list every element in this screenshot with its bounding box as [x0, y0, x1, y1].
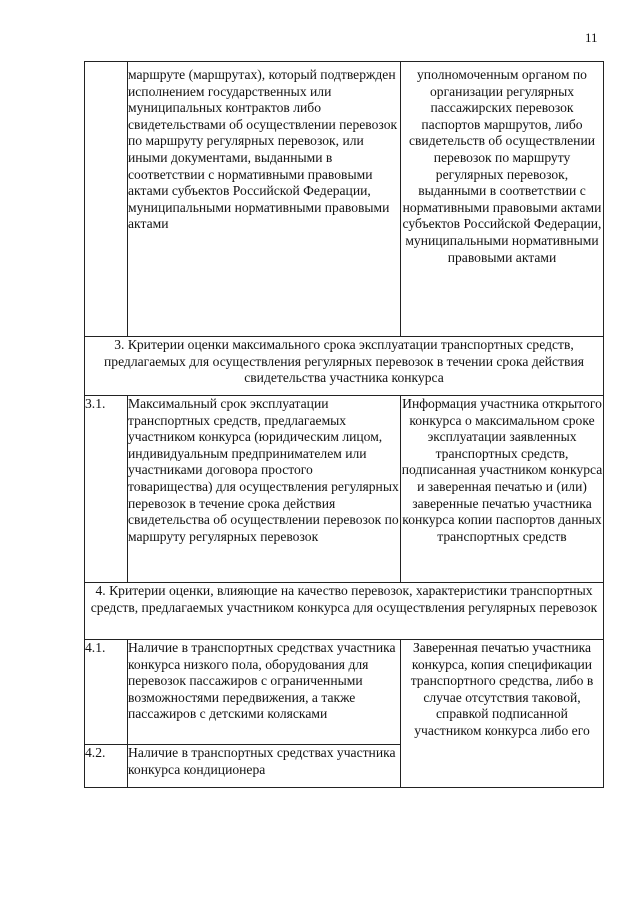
row-number: 4.2. — [85, 745, 128, 788]
section-4-title: 4. Критерии оценки, влияющие на качество перевозок, характеристики транспортных средств, предлагаемых участником конкурса для осуществления регулярных перевозок — [85, 583, 604, 640]
documents-cell: Заверенная печатью участника конкурса, копия спецификации транспортного средства, либо в случае отсутствия таковой, справкой подписанной участником конкурса либо его — [401, 640, 604, 788]
criterion-cell: маршруте (маршрутах), который подтвержден исполнением государственных или муниципальных контрактов либо свидетельствами об осуществлении перевозок по маршруту регулярных перевозок, или иными документами, выданными в соответствии с нормативными правовыми актами субъектов Российской Федерации, муниципальными нормативными правовыми актами — [128, 62, 401, 337]
table-row — [85, 62, 604, 337]
criterion-cell: Наличие в транспортных средствах участника конкурса кондиционера — [128, 745, 401, 788]
table-row — [85, 640, 604, 745]
documents-cell: Информация участника открытого конкурса о максимальном сроке эксплуатации заявленных транспортных средств, подписанная участником конкурса и заверенная печатью и (или) заверенные печатью участника конкурса копии паспортов данных транспортных средств — [401, 396, 604, 583]
criterion-cell: Максимальный срок эксплуатации транспортных средств, предлагаемых участником конкурса (юридическим лицом, индивидуальным предпринимателем или участниками договора простого товарищества) для осуществления регулярных перевозок в течение срока действия свидетельства об осуществлении перевозок по маршруту регулярных перевозок — [128, 396, 401, 583]
page-number: 11 — [585, 30, 598, 45]
section-header-row — [85, 337, 604, 396]
row-number — [85, 62, 128, 337]
table-row — [85, 396, 604, 583]
documents-cell: уполномоченным органом по организации регулярных пассажирских перевозок паспортов маршрутов, либо свидетельств об осуществлении перевозок по маршруту регулярных перевозок, выданными в соответствии с нормативными правовыми актами субъектов Российской Федерации, муниципальными нормативными правовыми актами — [401, 62, 604, 337]
row-number: 4.1. — [85, 640, 128, 745]
section-3-title: 3. Критерии оценки максимального срока эксплуатации транспортных средств, предлагаемых для осуществления регулярных перевозок в течении срока действия свидетельства участника конкурса — [85, 337, 604, 396]
criterion-cell: Наличие в транспортных средствах участника конкурса низкого пола, оборудования для перевозок пассажиров с ограниченными возможностями передвижения, а также пассажиров с детскими колясками — [128, 640, 401, 745]
section-header-row — [85, 583, 604, 640]
row-number: 3.1. — [85, 396, 128, 583]
criteria-table — [84, 61, 604, 788]
